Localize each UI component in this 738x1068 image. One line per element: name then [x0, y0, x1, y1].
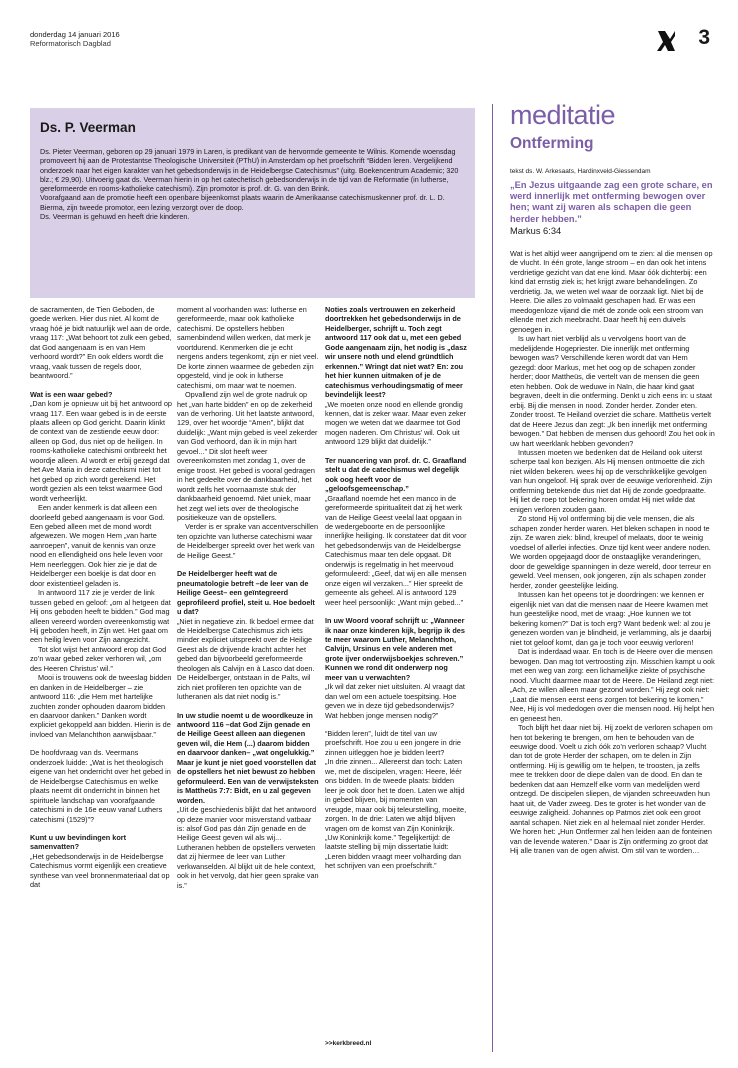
paragraph: Opvallend zijn wel de grote nadruk op het „van harte bidden” en op de zekerheid van de verhoring. Uit het laatste antwoord, 129, over het woordje “Amen”, blijkt dat duidelijk: „Want mijn gebed is veel zekerder van God verhoord, dan ik in mijn hart gevoel...” Dit slot heeft weer overeenkomsten met zondag 1, over de enige troost. Het gebed is vooral gedragen in het gedeelte over de dankbaarheid, het wordt zelfs het voornaamste stuk der dankbaarheid genoemd. Niet uniek, maar het zegt wel iets over de theologische positiekeuze van de opstellers. [177, 390, 318, 522]
kerkbreed-link[interactable]: >>kerkbreed.nl [325, 1040, 372, 1047]
interview-question: Noties zoals vertrouwen en zekerheid doortrekken het gebedsonderwijs in de Heidelberger, schrijft u. Toch zegt antwoord 117 ook dat u, met een gebed Gode aangenaam zijn, het nodig is „dasz wir unsere noth und elend gründtlich erkennen.” Wringt dat niet wat? En: zou het hier kunnen uitmaken of je de catechismus verhoudingsmatig of meer bevindelijk leest? [325, 305, 467, 400]
interview-question: Kunt u uw bevindingen kort samenvatten? [30, 833, 127, 852]
article-column-3 [325, 305, 467, 1050]
paragraph: „Het gebedsonderwijs in de Heidelbergse Catechismus vormt eigenlijk een creatieve synthese van veel bronnenmateriaal dat op dat [30, 851, 170, 890]
paragraph: Mooi is trouwens ook de tweeslag bidden en danken in de Heidelberger – zie antwoord 116: „die Hem met hartelijke zuchten zonder ophouden daarom bidden en daarvoor danken.” Danken wordt expliciet gekoppeld aan bidden. Hierin is de invloed van Melanchthon aanwijsbaar.” [30, 673, 172, 739]
paragraph: Een ander kenmerk is dat alleen een doorleefd gebed aangenaam is voor God. Een gebed alleen met de mond wordt afgewezen. We mogen Hem „van harte aanroepen”, vanuit de kennis van onze nood en ellendigheid ons hele leven voor Hem neerleggen. Ook hier zie je dat de Heidelberger een boekje is dat door en door existentieel geladen is. [30, 503, 165, 588]
meditation-section [510, 100, 715, 989]
meditation-title: Ontferming [510, 135, 594, 152]
meditation-paragraph: Toch blijft het daar niet bij. Hij zoekt de verloren schapen om hen tot bekering te brengen, om hen te behouden van de eeuwige dood. Voelt u zich óók zo’n verloren schaap? Vlucht dan tot de grote Herder der schapen, om te delen in Zijn ontferming. Hij is gewillig om te helpen, te troosten, ja zelfs mee te trekken door de diepe dalen van de dood. En dan te bedenken dat aan Hemzelf elke vorm van medelijden werd ontzegd. De discipelen sliepen, de vijanden schreeuwden hun haat uit, de Vader zweeg. Des te groter is het wonder van de eeuwige zaligheid. Johannes op Patmos ziet ook een groot aantal schapen. Niet ziek en al helemaal niet zonder Herder. We horen het: „Hun Ontfermer zal hen leiden aan de fonteinen van de levende wateren.” Daar is Zijn ontferming zo groot dat Hij alle tranen van de ogen afwist. Om stil van te worden… [510, 723, 713, 856]
bio-title: Ds. P. Veerman [40, 120, 136, 135]
paragraph: Tot slot wijst het antwoord erop dat God zo’n waar gebed zeker verhoren wil, „om des Heeren Christus’ wil.” [30, 644, 167, 673]
interview-question: Ter nuancering van prof. dr. C. Graafland stelt u dat de catechismus wel degelijk ook oog heeft voor de „geloofsgemeenschap.” [325, 455, 467, 494]
meditation-credit: tekst ds. W. Arkesaats, Hardinxveld-Giessendam [510, 168, 651, 175]
page-header [30, 26, 710, 60]
newspaper-name: Reformatorisch Dagblad [30, 39, 111, 48]
scripture-quote: „En Jezus uitgaande zag een grote schare, en werd innerlijk met ontferming bewogen over hen; want zij waren als schapen die geen herder hebben.” [510, 180, 713, 224]
paragraph: “Bidden leren”, luidt de titel van uw proefschrift. Hoe zou u een jongere in drie zinnen uitleggen hoe je bidden leert? [325, 729, 461, 757]
paragraph: Verder is er sprake van accentverschillen ten opzichte van lutherse catechismi waar de Heidelberger spreekt over het werk van de Heilige Geest.” [177, 522, 319, 560]
paragraph: „Niet in negatieve zin. Ik bedoel ermee dat de Heidelbergse Catechismus zich iets minder expliciet uitspreekt over de Heilige Geest als de drijvende kracht achter het gebed dan bijvoorbeeld gereformeerde theologen als Calvijn en à Lasco dat doen. De Heidelberger, ontstaan in de Palts, wil zich niet profileren ten opzichte van de lutheranen als dat niet nodig is.” [177, 616, 315, 702]
interview-question: Wat is een waar gebed? [30, 389, 113, 399]
article-column-1 [30, 305, 172, 1050]
bio-box [30, 108, 475, 298]
paragraph: De hoofdvraag van ds. Veermans onderzoek luidde: „Wat is het theologisch eigene van het onderricht over het gebed in de Heidelbergse Catechismus en welke plaats neemt dit onderricht in binnen het spirituele landschap van voorafgaande catechismi in de 16e eeuw vanaf Luthers catechismi (1529)”? [30, 748, 171, 824]
meditation-paragraph: Wat is het altijd weer aangrijpend om te zien: al die mensen op de vlucht. In één grote, lange stroom – en dan ook het intens verdrietige gezicht van dat ene kind. Maar óók dichterbij: een kind dat ernstig ziek is; het krijgt zware behandelingen. Zo verdrietig. Ja, we weten wel waar de oorzaak ligt. Niet bij de Heere. Die alles zo volmaakt geschapen had. Er was een meedogenloze vijand die mét de zonde ook een stroom van ellende met zich meebracht. Daar heeft hij een duivels genoegen in. [510, 248, 713, 334]
meditation-paragraph: Intussen moeten we bedenken dat de Heiland ook uiterst scherpe taal kon bezigen. Als Hij mensen ontmoette die zich niet wilden bekeren. wees hij op de verschrikkelijke gevolgen van hun ongeloof. Hij sprak over de eeuwige verlorenheid. Zijn ontferming betekende dus niet dat Hij de zonde goedpraatte. Hij liet de roep tot bekering horen omdat Hij niet wilde dat enigen verloren zouden gaan. [510, 447, 713, 514]
paragraph: In antwoord 117 zie je verder de link tussen gebed en geloof: „om al hetgeen dat Hij ons geboden heeft te bidden.” God mag alleen vereerd worden overeenkomstig wat Hij geboden heeft, in Zijn wet. Het gaat om een heilig leven voor Zijn aangezicht. [30, 588, 171, 645]
paragraph: de sacramenten, de Tien Geboden, de goede werken. Hier dus niet. Al komt de vraag hóé je bidt natuurlijk wel aan de orde, vraag 117: „Wat behoort tot zulk een gebed, dat God aangenaam is en van Hem verhoord wordt?” En ook elders wordt die vraag, vaak tussen de regels door, beantwoord.” [30, 305, 172, 381]
article-column-2 [177, 305, 319, 1050]
issue-date: donderdag 14 januari 2016 [30, 30, 120, 39]
meditation-paragraph: Is uw hart niet verblijd als u vervolgens hoort van de medelijdende Hogepriester. Die innerlijk met ontferming bewogen was? Verschillende keren wordt dat van Hem gezegd: door Markus, met het oog op de schapen zonder herder; door Mattheüs, die vertelt van de mensen die geen eten hebben. Ook de weduwe in Naïn, die haar kind gaat begraven, deelt in die ontferming. Denkt u zich eens in: u staat erbij. Bij die mensen in nood. Zonder herder. Zonder eten. Zonder troost. Te Heiland overziet die schare. Mattheüs vertelt dat de Heere Jezus dan zegt: „Ik ben innerlijk met ontferming bewogen.” Dat hebben de mensen dus gehoord! Zou het ook in uw hart weerklank hebben gevonden? [510, 334, 715, 448]
paragraph: „Uit de geschiedenis blijkt dat het antwoord op deze manier voor misverstand vatbaar is: alsof God pas dán Zijn genade en de Heilige Geest geven wil als wij... Lutheranen hebben de opstellers verweten dat zij hiermee de leer van Luther verkwanselden. Al blijkt uit de hele context, ook in het vervolg, dat hier geen sprake van is.” [177, 805, 319, 890]
interview-question: In uw Woord vooraf schrijft u: „Wanneer ik naar onze kinderen kijk, begrijp ik des te meer waarom Luther, Melanchthon, Calvijn, Ursinus en vele anderen met grote ijver onderwijsboekjes schreven.” Kunnen we rond dit onderwerp nog meer van u verwachten? [325, 616, 465, 682]
paragraph: „Dan kom je opnieuw uit bij het antwoord op vraag 117. Een waar gebed is in de eerste plaats alleen op God gericht. Daarin klinkt de context van de zestiende eeuw door: alleen op God, dus niet op de heiligen. In rooms-katholieke catechismi ontbreekt het woordje alleen. Al wordt er erbij gezegd dat het Ave Maria in deze catechismi niet tot het gebed op zich wordt gerekend. Het wordt gezien als een tekst waarmee God wordt verheerlijkt. [30, 399, 172, 503]
column-divider [492, 104, 493, 1052]
meditation-paragraph: Intussen kan het opeens tot je doordringen: we kennen er eigenlijk niet van dat die mensen naar de Heere kwamen met hun geestelijke nood, met de vraag: „Hoe kunnen we tot bekering komen?” Dat is toch erg? Want bedenk wel: al zou je genezen worden van je blindheid, je verlamming, als je daarbij niet tot geloof komt, dan ga je toch voor eeuwig verloren! [510, 590, 712, 647]
paragraph: „We moeten onze nood en ellende grondig kennen, dat is zeker waar. Maar even zeker mogen we weten dat we daarmee tot God mogen naderen. Om Christus’ wil. Ook uit antwoord 129 blijkt dat duidelijk.” [325, 399, 467, 447]
paragraph: „In drie zinnen... Allereerst dan toch: Laten we, met de discipelen, vragen: Heere, léér ons bidden. In de tweede plaats: bidden leer je ook door het te doen. Laten we altijd in gebed blijven, bij momenten van vreugde, maar ook bij teleurstelling, moeite, zorgen. In de drie: Laten we altijd blijven vragen om de komst van Zijn Koninkrijk. „Uw Koninkrijk kome.” Tegelijkertijd: de laatste stelling bij mijn dissertatie luidt: „Leren bidden vraagt meer volharding dan het schrijven van een proefschrift.” [325, 757, 467, 871]
meditation-body [510, 249, 715, 989]
page-number: 3 [698, 26, 710, 49]
paragraph: „Graafland noemde het een manco in de gereformeerde spiritualiteit dat zij het werk van de Heilige Geest veelal laat opgaan in de wedergeboorte en de persoonlijke innerlijke heiliging. Ik constateer dat dit voor het gebedsonderwijs van de Heidelbergse Catechismus maar ten dele opgaat. Dit onderwijs is regelmatig in het meervoud geformuleerd: „Geef, dat wij en alle mensen onze eigen wil verzaken...” Hier spreekt de gemeente als geheel. Al is antwoord 129 weer heel persoonlijk: „Want mijn gebed...” [325, 493, 467, 607]
interview-question: In uw studie noemt u de woordkeuze in antwoord 116 –dat God Zijn genade en de Heilige Geest alleen aan diegenen geven wil, die Hem (...) daarom bidden en daarvoor danken– „wat ongelukkig.” Maar je kunt je niet goed voorstellen dat de opstellers het niet bewust zo hebben geformuleerd. Een van de verwijsteksten is Mattheüs 7:7: Bidt, en u zal gegeven worden. [177, 710, 319, 805]
scripture-reference: Markus 6:34 [510, 225, 562, 236]
rd-logo-icon [656, 30, 676, 52]
interview-question: De Heidelberger heeft wat de pneumatologie betreft –de leer van de Heilige Geest– een geïntegreerd geprofileerd profiel, steit u. Hoe bedoelt u dat? [177, 569, 315, 617]
paragraph: moment al voorhanden was: lutherse en gereformeerde, maar ook katholieke catechismi. De opstellers hebben samenbindend willen werken, dat merk je voortdurend. Kenmerken die je echt nergens anders tegenkomt, zijn er niet veel. De korte zinnen waarmee de gebeden zijn opgesteld, vind je ook in lutherse catechismi, om maar wat te noemen. [177, 305, 319, 390]
bio-text: Ds. Pieter Veerman, geboren op 29 januari 1979 in Laren, is predikant van de hervormde gemeente te Wilnis. Komende woensdag promoveert hij aan de Protestantse Theologische Universiteit (PThU) in Amsterdam op het proefschrift “Bidden leren. Vergelijkend onderzoek naar het eigen karakter van het gebedsonderwijs in de Heidelbergse Catechismus” (uitg. Boekencentrum Academic; 320 blz.; € 29,90). Uitvoerig gaat ds. Veerman hierin in op het catechetisch gebedsonderwijs in de tijd van de Reformatie (in lutherse, gereformeerde en rooms-katholieke catechismi). Zijn promotor is prof. dr. G. van den Brink. Voorafgaand aan de promotie heeft een openbare bijeenkomst plaats waarin de Amerikaanse catechismuskenner prof. dr. L. D. Bierma, zijn tweede promotor, een lezing verzorgt over de doop. Ds. Veerman is gehuwd en heeft drie kinderen. [40, 147, 459, 222]
paragraph: „Ik wil dat zeker niet uitsluiten. Al vraagt dat dan wel om een actuele toespitsing. Hoe geven we in deze tijd gebedsonderwijs? Wat hebben jonge mensen nodig?” [325, 682, 465, 720]
meditation-paragraph: Dat is inderdaad waar. En toch is de Heere over die mensen bewogen. Dan mag tot vertroosting zijn. Misschien kampt u ook met een weg van zorg: een lichamelijke ziekte of psychische nood. Vlucht daarmee maar tot de Heere. De Heiland zegt niet: „Ach, ze willen alleen maar gezond worden.” Hij zegt ook niet: „Laat die mensen eerst eens zorgen tot bekering te komen.” Nee, Hij is vol mededogen over die mensen nood. Hij helpt hen en geneest hen. [510, 647, 715, 723]
meditation-kicker: meditatie [510, 100, 616, 130]
meditation-paragraph: Zo stond Hij vol ontferming bij die vele mensen, die als schapen zonder herder waren. Het bleken schapen in nood te zijn. Ze waren ziek: blind, kreupel of melaats, door te weinig voedsel of allerlei infecties. Onze tijd kent weer andere noden. We worden opgejaagd door de onstaaglijke veranderingen, door de geweldige spanningen in deze wereld, door terreur en geweld. Veel mensen, ook jongeren, zijn als schapen zonder herder, zonder geestelijke leiding. [510, 514, 711, 590]
